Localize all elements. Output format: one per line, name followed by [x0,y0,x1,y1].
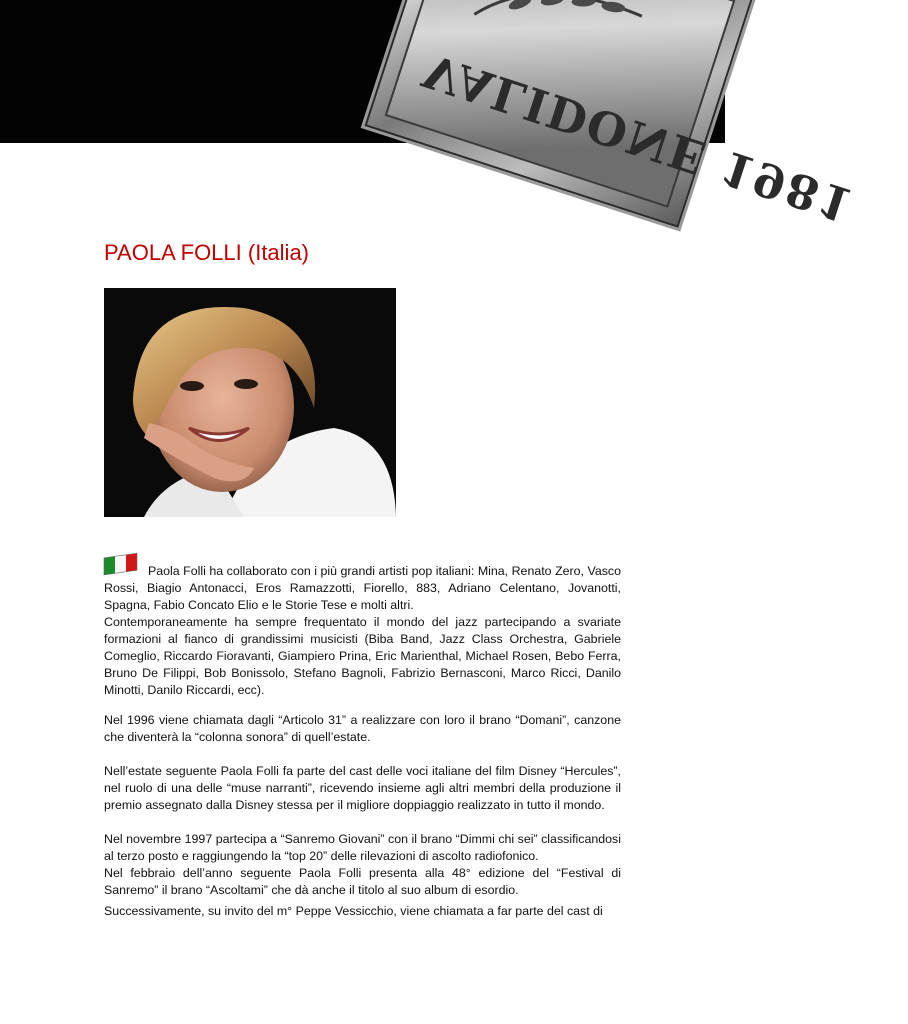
page-title: PAOLA FOLLI (Italia) [104,240,310,265]
paragraph-intro [104,563,621,699]
paragraph-articolo31: Nel 1996 viene chiamata dagli “Articolo 31” a realizzare con loro il brano “Domani”, canzone che diventerà la “colonna sonora” di quell’estate. [104,713,621,744]
plaque-engraving: VALIDONE 1981 [416,43,861,234]
paragraph-hercules: Nell’estate seguente Paola Folli fa parte del cast delle voci italiane del film Disney “Hercules”, nel ruolo di una delle “muse narranti”, ricevendo insieme agli altri membri della produzione il premio assegnato dalla Disney stessa per il migliore doppiaggio realizzato in tutto il mondo. [104,764,621,812]
paragraph-text: Contemporaneamente ha sempre frequentato il mondo del jazz partecipando a svariate formazioni al fianco di grandissimi musicisti (Biba Band, Jazz Class Orchestra, Gabriele Comeglio, Riccardo Fioravanti, Giampiero Prina, Eric Marienthal, Michael Rosen, Bebo Ferra, Bruno De Filippi, Bob Bonissolo, Stefano Bagnoli, Fabrizio Bernasconi, Marco Ricci, Danilo Minotti, Danilo Riccardi, ecc). [104,615,621,697]
award-plaque-image [361,0,861,234]
paragraph-text: Paola Folli ha collaborato con i più grandi artisti pop italiani: Mina, Renato Zero, Vasco Rossi, Biagio Antonacci, Eros Ramazzotti, Fiorello, 883, Adriano Celentano, Jovanotti, Spagna, Fabio Concato Elio e le Storie Tese e molti altri. [104,564,621,612]
header-banner [0,0,861,234]
paragraph-text: Nel febbraio dell’anno seguente Paola Folli presenta alla 48° edizione del “Festival di Sanremo” il brano “Ascoltami” che dà anche il titolo al suo album di esordio. [104,866,621,897]
paragraph-text: Nel novembre 1997 partecipa a “Sanremo Giovani” con il brano “Dimmi chi sei” classificandosi al terzo posto e raggiungendo la “top 20” delle rilevazioni di ascolto radiofonico. [104,832,621,863]
paragraph-vessicchio: Successivamente, su invito del m° Peppe Vessicchio, viene chiamata a far parte del cast di [104,904,603,918]
artist-portrait [104,288,396,517]
paragraph-sanremo [104,831,621,899]
